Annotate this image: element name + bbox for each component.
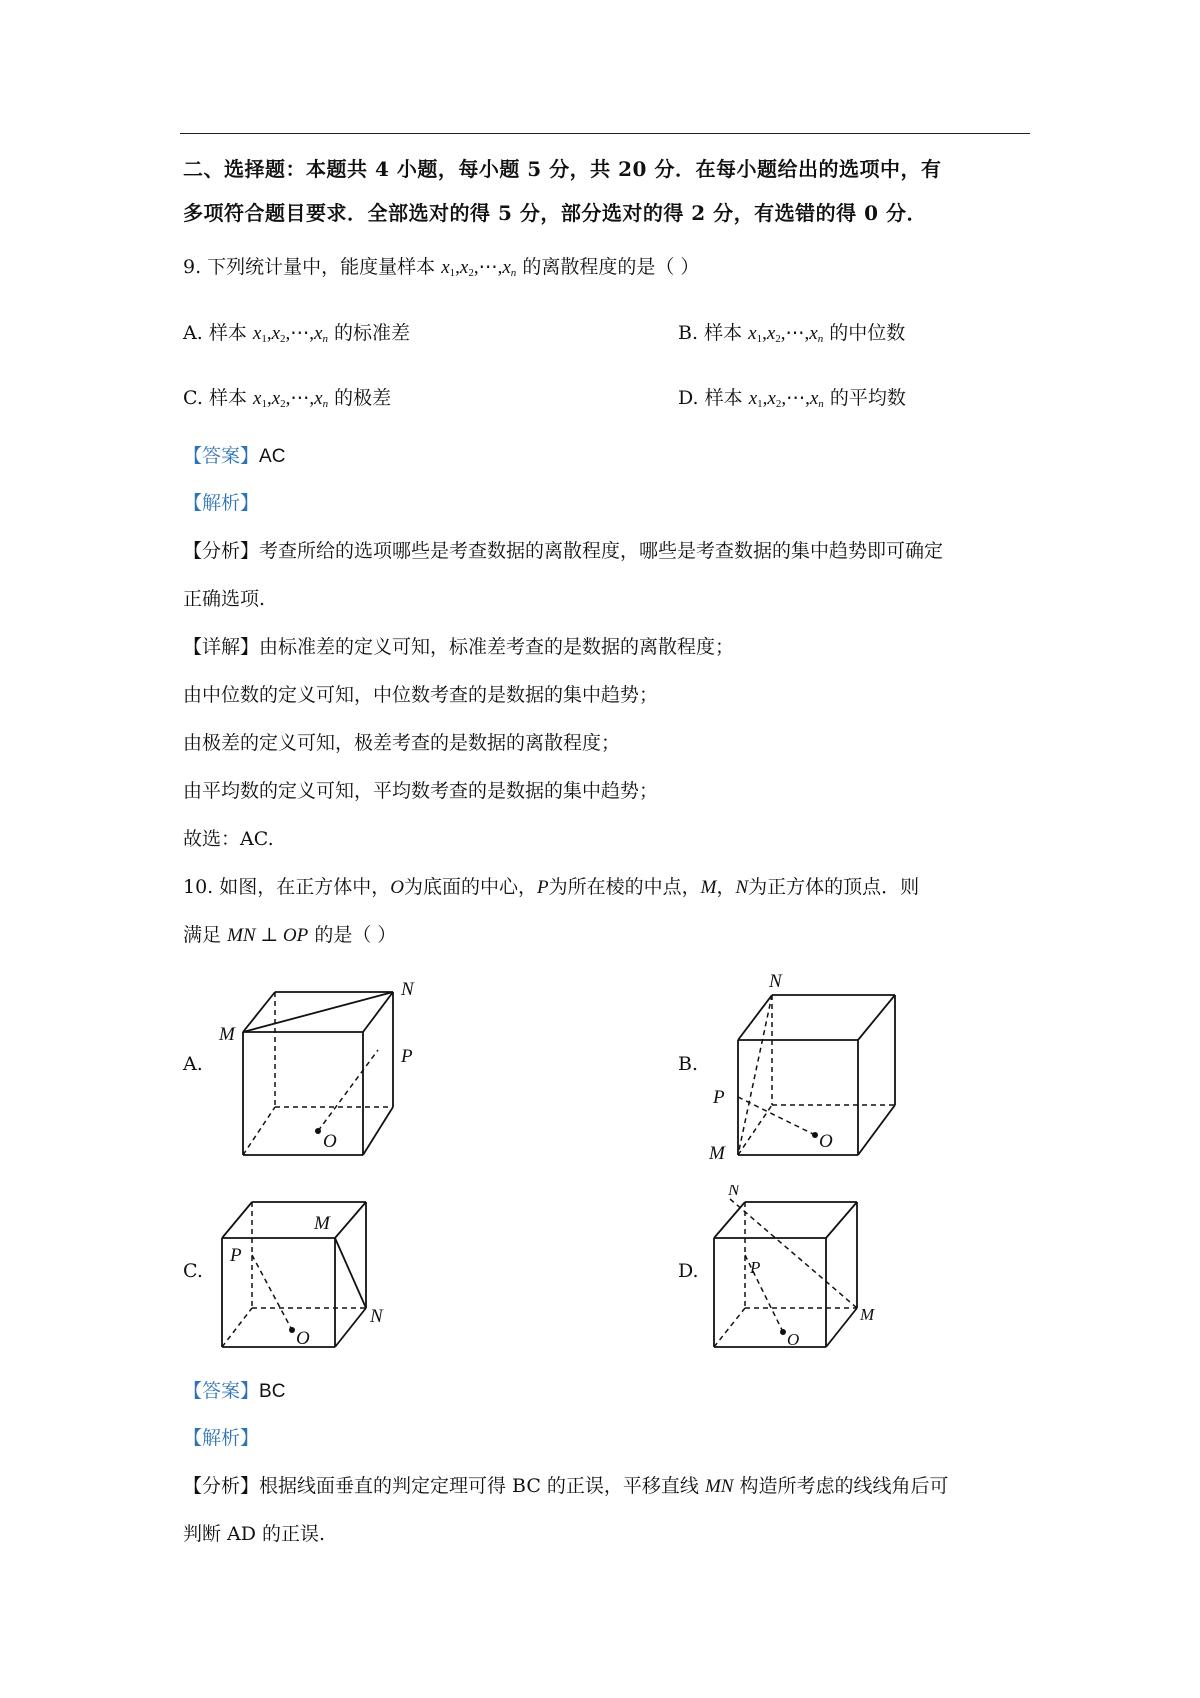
label-n: N <box>370 1306 383 1327</box>
label-n: N <box>728 1185 740 1199</box>
q10-fenxi-line2: 判断 AD 的正误. <box>183 1523 326 1545</box>
label-m: M <box>314 1213 330 1234</box>
q10-fig-d-label[interactable]: D. <box>678 1260 699 1282</box>
q9-fenxi-line1: 【分析】考查所给的选项哪些是考查数据的离散程度，哪些是考查数据的集中趋势即可确定 <box>183 540 944 562</box>
label-o: O <box>787 1330 800 1349</box>
label-p: P <box>401 1046 413 1067</box>
q9-detail-2: 由中位数的定义可知，中位数考查的是数据的集中趋势； <box>183 684 659 706</box>
q9-detail-5: 故选：AC. <box>183 828 274 850</box>
label-o: O <box>819 1131 833 1152</box>
label-p: P <box>230 1245 242 1266</box>
q9-detail-4: 由平均数的定义可知，平均数考查的是数据的集中趋势； <box>183 780 659 802</box>
q10-fenxi-line1: 【分析】根据线面垂直的判定定理可得 BC 的正误，平移直线 MN 构造所考虑的线线角后可 <box>183 1475 949 1497</box>
q10-fig-a-cube <box>215 975 445 1170</box>
q10-answer: 【答案】BC <box>183 1380 286 1402</box>
label-m: M <box>709 1143 725 1164</box>
q10-fig-c-label[interactable]: C. <box>183 1260 203 1282</box>
label-o: O <box>323 1131 337 1152</box>
q9-fenxi-line2: 正确选项. <box>183 588 266 610</box>
q9-option-d[interactable]: D. 样本 $x_1,x_2,\cdots,x_n$ 的平均数 <box>678 387 906 410</box>
q10-analysis-tag: 【解析】 <box>183 1427 260 1449</box>
q9-detail-1: 【详解】由标准差的定义可知，标准差考查的是数据的离散程度； <box>183 636 735 658</box>
q9-analysis-tag: 【解析】 <box>183 492 260 514</box>
q10-fig-d-cube <box>700 1185 920 1355</box>
q10-fig-c-cube <box>210 1185 410 1355</box>
label-p: P <box>713 1087 725 1108</box>
label-o: O <box>296 1328 310 1349</box>
label-p: P <box>750 1258 761 1277</box>
q9-option-c[interactable]: C. 样本 $x_1,x_2,\cdots,x_n$ 的极差 <box>183 387 392 410</box>
label-m: M <box>860 1305 875 1324</box>
section-heading-line1: 二、选择题：本题共 4 小题，每小题 5 分，共 20 分．在每小题给出的选项中，有 <box>183 157 942 181</box>
q9-option-a[interactable]: A. 样本 $x_1,x_2,\cdots,x_n$ 的标准差 <box>183 322 410 345</box>
q10-stem-line2: 满足 MN ⊥ OP 的是（ ） <box>183 924 397 946</box>
label-n: N <box>401 979 414 1000</box>
q10-fig-a-label[interactable]: A. <box>183 1053 203 1075</box>
section-heading-line2: 多项符合题目要求．全部选对的得 5 分，部分选对的得 2 分，有选错的得 0 分． <box>183 201 928 225</box>
q10-fig-b-label[interactable]: B. <box>678 1053 699 1075</box>
label-n: N <box>769 971 782 992</box>
q9-detail-3: 由极差的定义可知，极差考查的是数据的离散程度； <box>183 732 621 754</box>
q10-stem-line1: 10. 如图，在正方体中，O为底面的中心，P为所在棱的中点，M，N为正方体的顶点．则 <box>183 876 920 898</box>
q9-answer: 【答案】AC <box>183 445 286 467</box>
q9-stem: 9. 下列统计量中，能度量样本 $x_1,x_2,\cdots,x_n$ 的离散程度的是（ ） <box>183 256 700 279</box>
q9-option-b[interactable]: B. 样本 $x_1,x_2,\cdots,x_n$ 的中位数 <box>678 322 906 345</box>
top-rule <box>180 133 1030 134</box>
label-m: M <box>219 1024 235 1045</box>
q10-fig-b-cube <box>705 965 935 1170</box>
